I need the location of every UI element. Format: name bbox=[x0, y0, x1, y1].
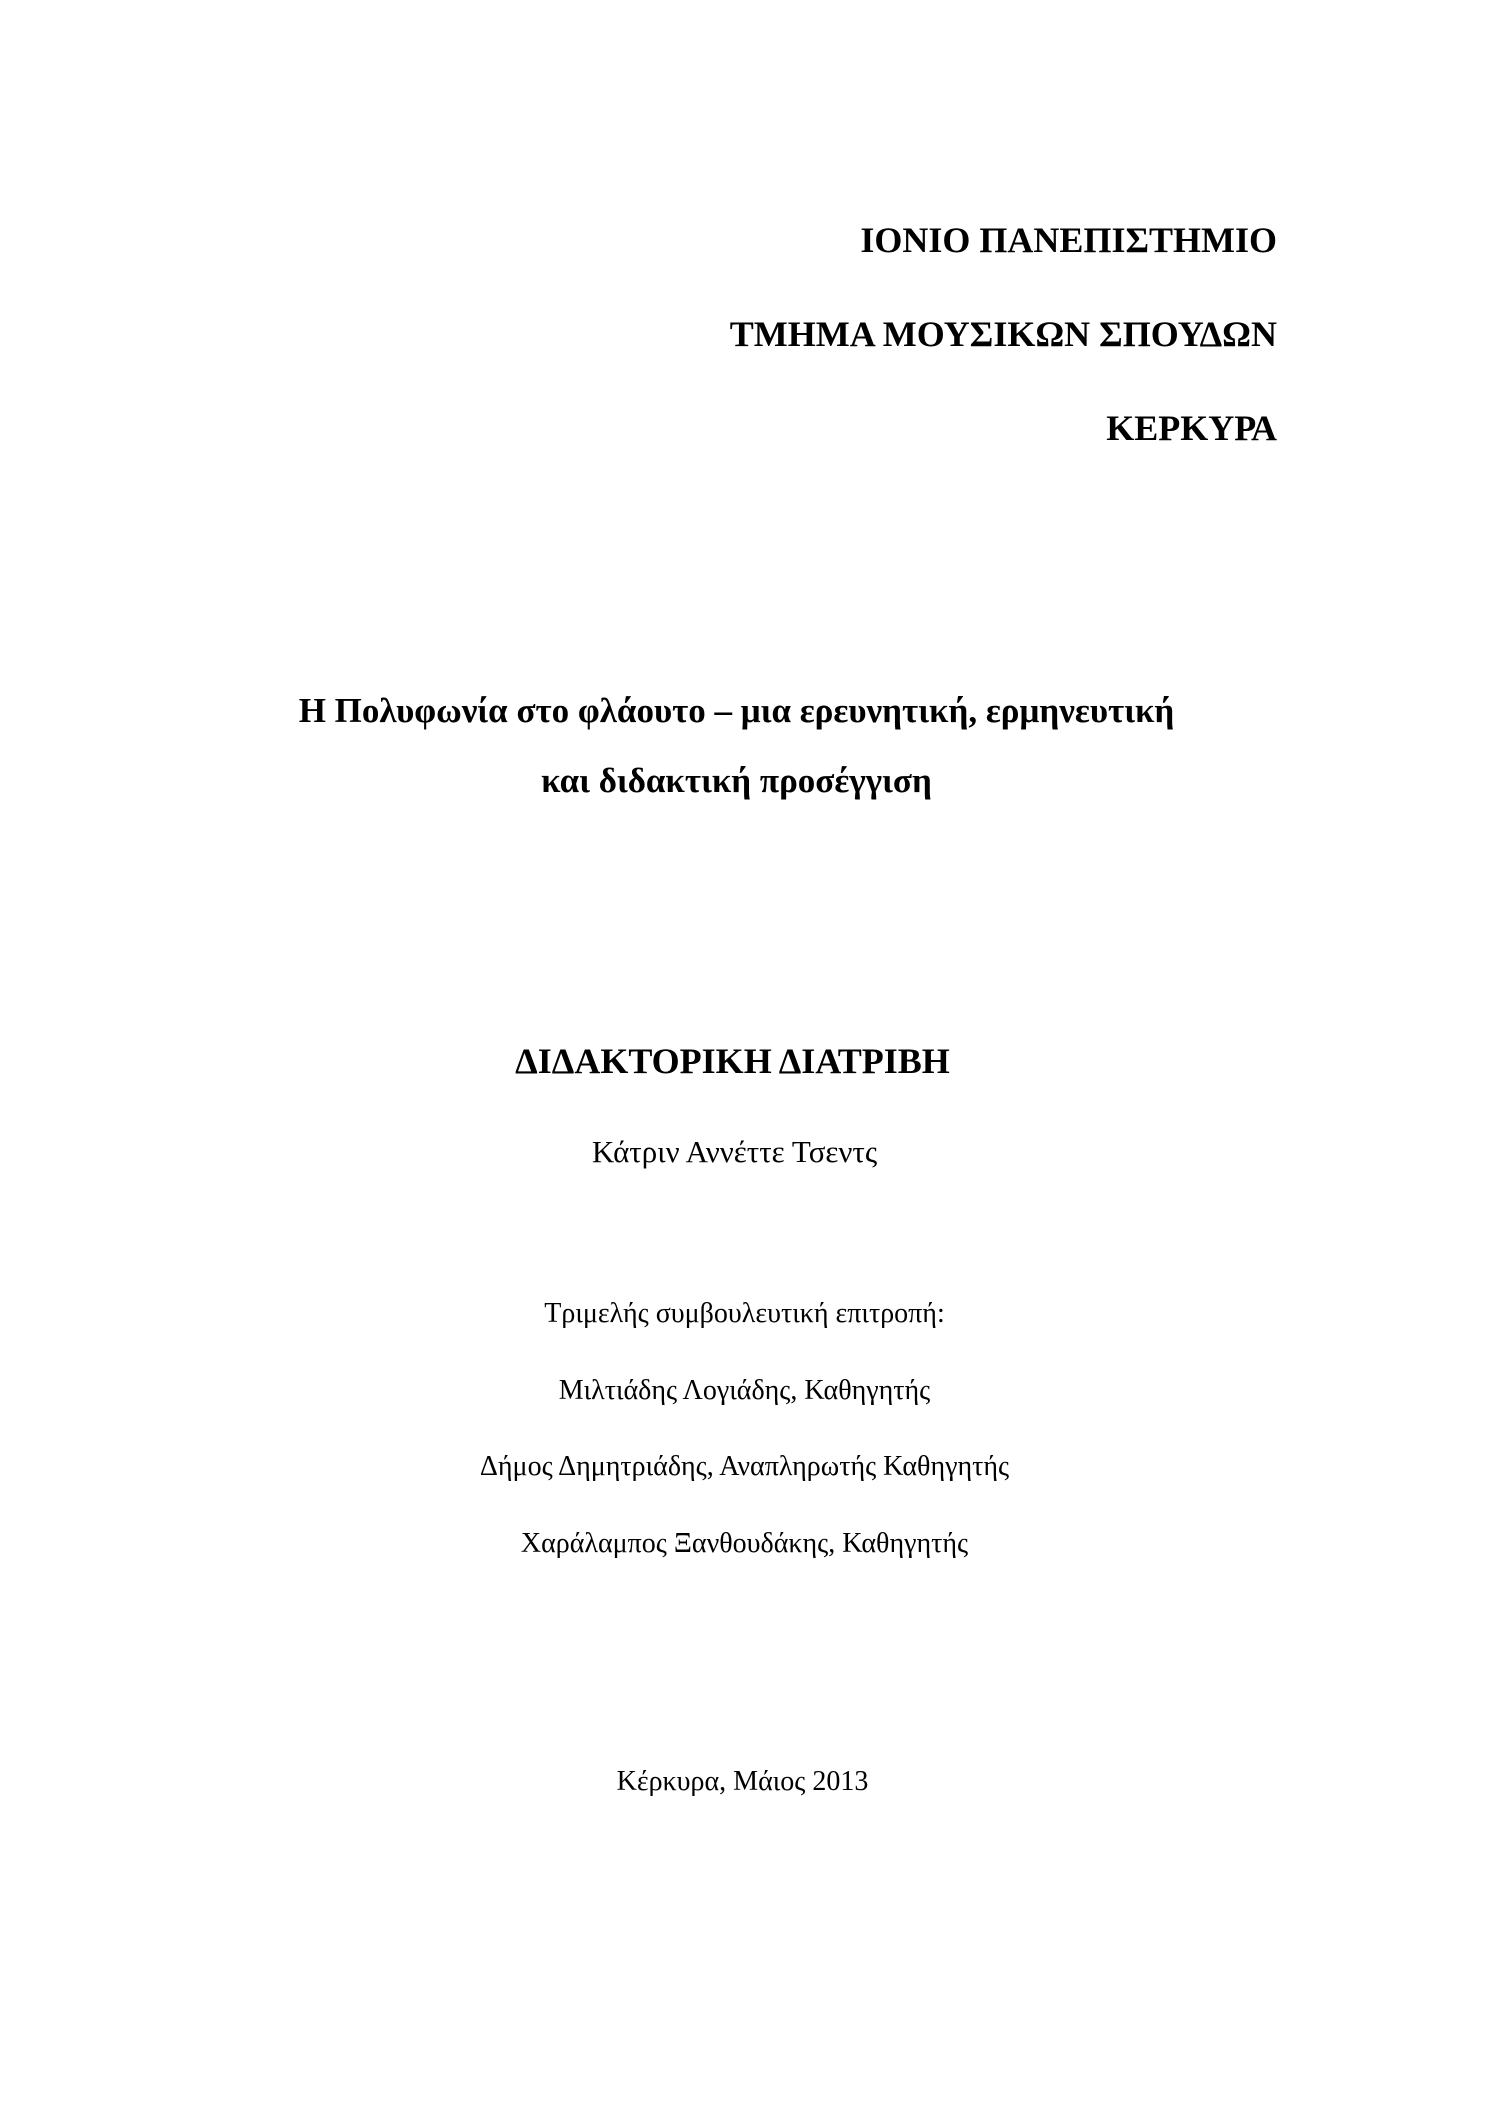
thesis-title-line-2: και διδακτική προσέγγιση bbox=[541, 761, 932, 800]
committee-member: Χαράλαμπος Ξανθουδάκης, Καθηγητής bbox=[520, 1528, 969, 1559]
thesis-type: ΔΙΔΑΚΤΟΡΙΚΗ ΔΙΑΤΡΙΒΗ bbox=[515, 1041, 950, 1081]
city-name: ΚΕΡΚΥΡΑ bbox=[1106, 408, 1277, 448]
committee-member: Μιλτιάδης Λογιάδης, Καθηγητής bbox=[558, 1375, 931, 1406]
author-name: Κάτριν Αννέττε Τσεντς bbox=[591, 1134, 878, 1169]
place-and-date: Κέρκυρα, Μάιος 2013 bbox=[616, 1766, 869, 1797]
university-name: ΙΟΝΙΟ ΠΑΝΕΠΙΣΤΗΜΙΟ bbox=[860, 220, 1277, 260]
committee-member: Δήμος Δημητριάδης, Αναπληρωτής Καθηγητής bbox=[479, 1451, 1010, 1482]
thesis-title-line-1: Η Πολυφωνία στο φλάουτο – μια ερευνητική, ερμηνευτική bbox=[298, 691, 1175, 730]
committee-heading: Τριμελής συμβουλευτική επιτροπή: bbox=[544, 1298, 945, 1329]
department-name: ΤΜΗΜΑ ΜΟΥΣΙΚΩΝ ΣΠΟΥΔΩΝ bbox=[729, 314, 1277, 354]
